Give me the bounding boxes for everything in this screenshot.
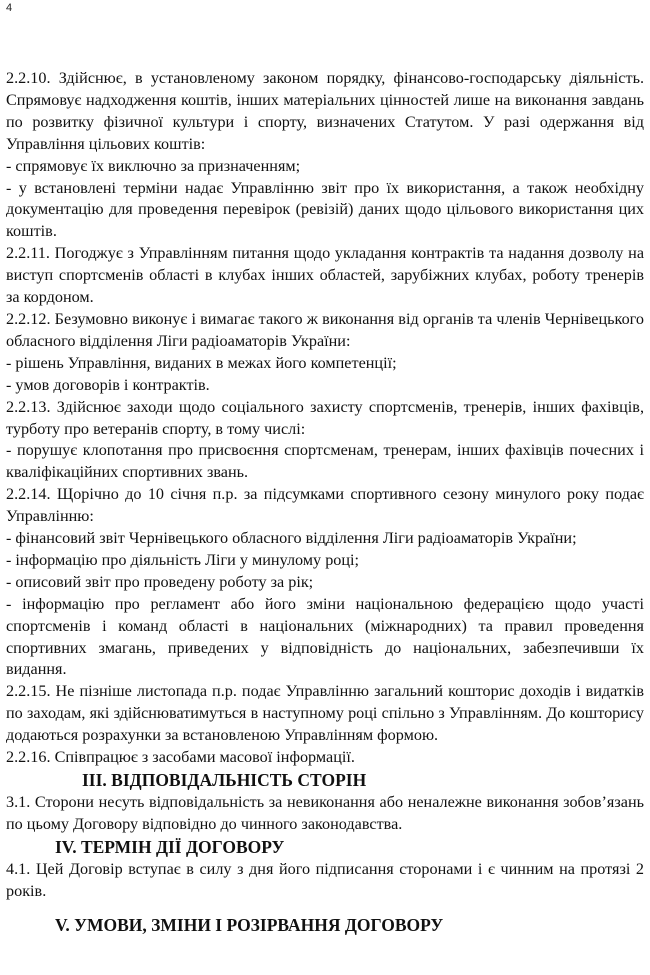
clause-paragraph: - спрямовує їх виключно за призначенням; [6, 156, 301, 175]
page-number: 4 [6, 2, 13, 14]
clause-paragraph: 2.2.12. Безумовно виконує і вимагає такого ж виконання від органів та членів Чернівецького обласного відділення Ліги радіоаматорів України: [6, 309, 644, 350]
clause-list [6, 68, 644, 769]
clause-paragraph: - у встановлені терміни надає Управлінню звіт про їх використання, а також необхідну документацію для проведення перевірок (ревізій) даних щодо цільового використання цих коштів. [6, 178, 644, 241]
section-3-heading: ІІІ. ВІДПОВІДАЛЬНІСТЬ СТОРІН [82, 770, 367, 790]
clause-paragraph: 2.2.11. Погоджує з Управлінням питання щодо укладання контрактів та надання дозволу на виступ спортсменів області в клубах інших областей, зарубіжних клубах, роботу тренерів за кордоном. [6, 244, 644, 307]
clause-paragraph: - умов договорів і контрактів. [6, 375, 210, 394]
section-4-heading: IV. ТЕРМІН ДІЇ ДОГОВОРУ [55, 836, 285, 857]
clause-paragraph: - фінансовий звіт Чернівецького обласного відділення Ліги радіоаматорів України; [6, 529, 577, 548]
section-3-text: 3.1. Сторони несуть відповідальність за невиконання або неналежне виконання зобов’язань по цьому Договору відповідно до чинного законодавства. [6, 793, 644, 833]
clause-paragraph: 2.2.13. Здійснює заходи щодо соціального захисту спортсменів, тренерів, інших фахівців, турботу про ветеранів спорту, в тому числі: [6, 397, 644, 438]
document-body [6, 68, 644, 937]
clause-paragraph: - описовий звіт про проведену роботу за рік; [6, 572, 314, 591]
clause-paragraph: 2.2.14. Щорічно до 10 січня п.р. за підсумками спортивного сезону минулого року подає Управлінню: [6, 485, 644, 526]
clause-paragraph: 2.2.10. Здійснює, в установленому законом порядку, фінансово-господарську діяльність. Спрямовує надходження коштів, інших матеріальних цінностей лише на виконання завдань по розвитку фізичної культури і спорту, визначених Статутом. У разі одержання від Управління цільових коштів: [6, 69, 644, 153]
clause-paragraph: - рішень Управління, виданих в межах його компетенції; [6, 353, 397, 372]
section-5-heading: V. УМОВИ, ЗМІНИ І РОЗІРВАННЯ ДОГОВОРУ [55, 914, 444, 935]
clause-paragraph: - порушує клопотання про присвоєння спортсменам, тренерам, інших фахівців почесних і кваліфікаційних спортивних звань. [6, 441, 644, 482]
clause-paragraph: 2.2.15. Не пізніше листопада п.р. подає Управлінню загальний кошторис доходів і видатків по заходам, які здійснюватимуться в наступному році спільно з Управлінням. До кошторису додаються розрахунки за встановленою Управлінням формою. [6, 682, 644, 745]
clause-paragraph: - інформацію про регламент або його зміни національною федерацією щодо участі спортсменів і команд області в національних (міжнародних) та правил проведення спортивних змагань, приведених у відповідність до національних, забезпечивши їх видання. [6, 594, 644, 679]
clause-paragraph: - інформацію про діяльність Ліги у минулому році; [6, 550, 360, 569]
clause-paragraph: 2.2.16. Співпрацює з засобами масової інформації. [6, 748, 355, 767]
section-4-text: 4.1. Цей Договір вступає в силу з дня його підписання сторонами і є чинним на протязі 2 років. [6, 859, 644, 900]
